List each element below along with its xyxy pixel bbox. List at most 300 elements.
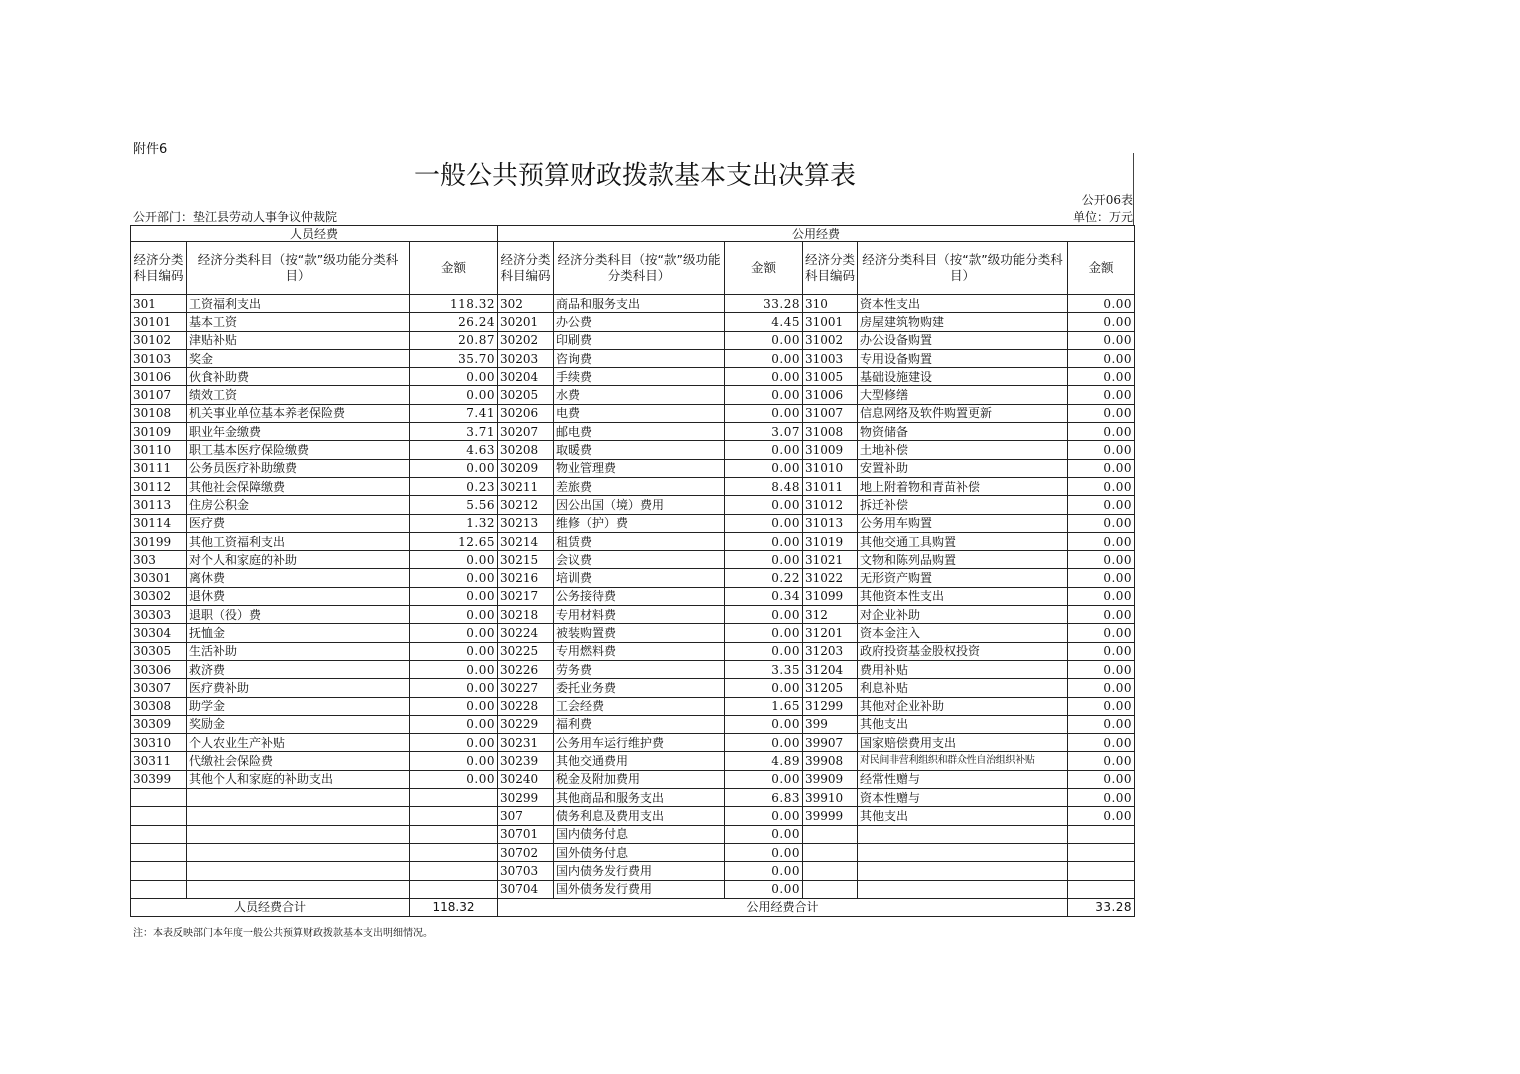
amount-cell: 0.00	[410, 624, 498, 642]
amount-cell: 0.00	[725, 349, 803, 367]
code-cell: 30302	[131, 587, 187, 605]
code-cell: 31204	[803, 660, 858, 678]
code-cell: 30211	[498, 477, 554, 495]
table-row	[131, 880, 1135, 898]
code-cell: 30307	[131, 679, 187, 697]
personnel-total-label: 人员经费合计	[131, 898, 410, 916]
attachment-label: 附件6	[133, 142, 168, 157]
name-cell: 对民间非营利组织和群众性自治组织补贴	[858, 752, 1068, 770]
code-cell: 30108	[131, 404, 187, 422]
name-cell: 职业年金缴费	[187, 423, 410, 441]
amount-cell: 0.00	[410, 368, 498, 386]
code-cell: 30106	[131, 368, 187, 386]
amount-cell: 0.00	[410, 770, 498, 788]
name-cell: 文物和陈列品购置	[858, 551, 1068, 569]
amount-cell	[1068, 825, 1135, 843]
amount-cell: 0.00	[725, 734, 803, 752]
header-name: 经济分类科目（按“款”级功能分类科目）	[187, 242, 410, 295]
name-cell: 税金及附加费用	[554, 770, 725, 788]
amount-cell: 12.65	[410, 532, 498, 550]
table-row	[131, 423, 1135, 441]
amount-cell: 0.00	[1068, 295, 1135, 313]
code-cell: 30107	[131, 386, 187, 404]
amount-cell: 0.00	[1068, 770, 1135, 788]
code-cell: 30111	[131, 459, 187, 477]
table-row	[131, 807, 1135, 825]
name-cell: 生活补助	[187, 642, 410, 660]
amount-cell: 4.89	[725, 752, 803, 770]
amount-cell: 20.87	[410, 331, 498, 349]
amount-cell: 0.00	[1068, 569, 1135, 587]
code-cell: 30304	[131, 624, 187, 642]
code-cell: 30201	[498, 313, 554, 331]
amount-cell: 0.00	[1068, 423, 1135, 441]
header-code: 经济分类科目编码	[131, 242, 187, 295]
border-line	[1133, 153, 1134, 225]
name-cell: 奖励金	[187, 715, 410, 733]
code-cell: 39910	[803, 789, 858, 807]
amount-cell: 26.24	[410, 313, 498, 331]
amount-cell: 0.00	[410, 642, 498, 660]
code-cell: 30208	[498, 441, 554, 459]
code-cell	[803, 880, 858, 898]
name-cell: 代缴社会保险费	[187, 752, 410, 770]
code-cell: 30301	[131, 569, 187, 587]
amount-cell: 0.00	[1068, 441, 1135, 459]
table-row	[131, 514, 1135, 532]
code-cell: 30303	[131, 606, 187, 624]
table-row	[131, 660, 1135, 678]
amount-cell: 0.00	[410, 660, 498, 678]
amount-cell: 0.00	[725, 606, 803, 624]
amount-cell: 0.23	[410, 477, 498, 495]
code-cell: 310	[803, 295, 858, 313]
amount-cell: 0.00	[1068, 459, 1135, 477]
name-cell: 基础设施建设	[858, 368, 1068, 386]
code-cell: 31009	[803, 441, 858, 459]
name-cell: 福利费	[554, 715, 725, 733]
code-cell: 39907	[803, 734, 858, 752]
amount-cell: 33.28	[725, 295, 803, 313]
code-cell: 30306	[131, 660, 187, 678]
code-cell: 31010	[803, 459, 858, 477]
public-total-amount: 33.28	[1068, 898, 1135, 916]
table-row	[131, 606, 1135, 624]
name-cell: 抚恤金	[187, 624, 410, 642]
name-cell: 其他个人和家庭的补助支出	[187, 770, 410, 788]
amount-cell: 0.00	[410, 569, 498, 587]
name-cell: 其他支出	[858, 807, 1068, 825]
name-cell: 地上附着物和青苗补偿	[858, 477, 1068, 495]
name-cell: 差旅费	[554, 477, 725, 495]
name-cell: 退休费	[187, 587, 410, 605]
table-row	[131, 551, 1135, 569]
amount-cell: 0.00	[1068, 697, 1135, 715]
name-cell: 商品和服务支出	[554, 295, 725, 313]
name-cell	[187, 862, 410, 880]
name-cell: 伙食补助费	[187, 368, 410, 386]
name-cell: 其他对企业补助	[858, 697, 1068, 715]
code-cell: 30113	[131, 496, 187, 514]
amount-cell: 0.00	[725, 331, 803, 349]
amount-cell: 0.00	[725, 368, 803, 386]
department-label: 公开部门：垫江县劳动人事争议仲裁院	[133, 210, 338, 224]
code-cell: 31205	[803, 679, 858, 697]
table-row	[131, 569, 1135, 587]
name-cell: 国家赔偿费用支出	[858, 734, 1068, 752]
table-row	[131, 843, 1135, 861]
name-cell: 咨询费	[554, 349, 725, 367]
table-row	[131, 459, 1135, 477]
code-cell: 30224	[498, 624, 554, 642]
expenditure-table	[130, 225, 1135, 917]
table-row	[131, 789, 1135, 807]
name-cell	[187, 880, 410, 898]
name-cell: 维修（护）费	[554, 514, 725, 532]
code-cell: 30114	[131, 514, 187, 532]
group-header-row	[131, 226, 1135, 242]
amount-cell: 0.00	[725, 514, 803, 532]
code-cell: 30102	[131, 331, 187, 349]
code-cell: 30212	[498, 496, 554, 514]
code-cell	[803, 843, 858, 861]
table-row	[131, 496, 1135, 514]
code-cell: 30229	[498, 715, 554, 733]
name-cell: 对个人和家庭的补助	[187, 551, 410, 569]
name-cell: 医疗费补助	[187, 679, 410, 697]
code-cell	[131, 843, 187, 861]
amount-cell: 1.65	[725, 697, 803, 715]
code-cell: 30206	[498, 404, 554, 422]
amount-cell	[1068, 862, 1135, 880]
name-cell: 费用补贴	[858, 660, 1068, 678]
amount-cell: 0.00	[1068, 368, 1135, 386]
amount-cell: 0.00	[1068, 404, 1135, 422]
name-cell: 基本工资	[187, 313, 410, 331]
name-cell: 专用材料费	[554, 606, 725, 624]
code-cell: 31007	[803, 404, 858, 422]
code-cell	[131, 789, 187, 807]
table-row	[131, 441, 1135, 459]
code-cell: 31201	[803, 624, 858, 642]
code-cell: 31203	[803, 642, 858, 660]
amount-cell: 0.00	[1068, 715, 1135, 733]
code-cell: 30216	[498, 569, 554, 587]
amount-cell: 0.00	[1068, 789, 1135, 807]
name-cell: 工资福利支出	[187, 295, 410, 313]
amount-cell: 5.56	[410, 496, 498, 514]
code-cell: 30217	[498, 587, 554, 605]
amount-cell: 0.00	[1068, 606, 1135, 624]
code-cell: 31006	[803, 386, 858, 404]
name-cell: 津贴补贴	[187, 331, 410, 349]
code-cell: 31011	[803, 477, 858, 495]
header-code: 经济分类科目编码	[803, 242, 858, 295]
amount-cell: 0.00	[725, 532, 803, 550]
amount-cell: 0.00	[1068, 551, 1135, 569]
code-cell: 31019	[803, 532, 858, 550]
name-cell: 国外债务付息	[554, 843, 725, 861]
name-cell: 救济费	[187, 660, 410, 678]
amount-cell: 0.00	[725, 624, 803, 642]
name-cell: 退职（役）费	[187, 606, 410, 624]
code-cell: 31005	[803, 368, 858, 386]
code-cell: 30226	[498, 660, 554, 678]
name-cell: 其他交通费用	[554, 752, 725, 770]
table-row	[131, 331, 1135, 349]
name-cell: 物业管理费	[554, 459, 725, 477]
name-cell: 拆迁补偿	[858, 496, 1068, 514]
amount-cell: 0.00	[1068, 532, 1135, 550]
amount-cell: 0.00	[1068, 624, 1135, 642]
amount-cell	[410, 843, 498, 861]
name-cell: 国内债务发行费用	[554, 862, 725, 880]
code-cell	[131, 807, 187, 825]
code-cell	[131, 825, 187, 843]
amount-cell: 0.00	[1068, 807, 1135, 825]
amount-cell: 0.00	[725, 551, 803, 569]
table-row	[131, 825, 1135, 843]
code-cell: 30305	[131, 642, 187, 660]
amount-cell: 118.32	[410, 295, 498, 313]
code-cell: 31001	[803, 313, 858, 331]
code-cell: 301	[131, 295, 187, 313]
code-cell: 312	[803, 606, 858, 624]
footnote: 注：本表反映部门本年度一般公共预算财政拨款基本支出明细情况。	[133, 928, 433, 939]
name-cell: 专用设备购置	[858, 349, 1068, 367]
amount-cell: 0.00	[1068, 386, 1135, 404]
name-cell: 信息网络及软件购置更新	[858, 404, 1068, 422]
code-cell: 30218	[498, 606, 554, 624]
amount-cell: 0.00	[410, 459, 498, 477]
code-cell: 30309	[131, 715, 187, 733]
code-cell	[131, 862, 187, 880]
amount-cell: 4.45	[725, 313, 803, 331]
amount-cell: 0.00	[1068, 313, 1135, 331]
code-cell: 307	[498, 807, 554, 825]
amount-cell: 4.63	[410, 441, 498, 459]
name-cell: 公务员医疗补助缴费	[187, 459, 410, 477]
table-row	[131, 386, 1135, 404]
group-public: 公用经费	[498, 226, 1135, 242]
amount-cell: 3.35	[725, 660, 803, 678]
name-cell: 委托业务费	[554, 679, 725, 697]
code-cell: 30213	[498, 514, 554, 532]
code-cell: 30207	[498, 423, 554, 441]
amount-cell: 0.00	[410, 734, 498, 752]
code-cell: 31299	[803, 697, 858, 715]
name-cell: 其他商品和服务支出	[554, 789, 725, 807]
public-total-label: 公用经费合计	[498, 898, 1068, 916]
amount-cell: 0.00	[725, 679, 803, 697]
amount-cell: 0.00	[725, 441, 803, 459]
table-row	[131, 862, 1135, 880]
table-number: 公开06表	[1081, 193, 1133, 207]
table-row	[131, 404, 1135, 422]
name-cell: 其他工资福利支出	[187, 532, 410, 550]
code-cell: 31012	[803, 496, 858, 514]
name-cell: 其他支出	[858, 715, 1068, 733]
name-cell: 利息补贴	[858, 679, 1068, 697]
amount-cell: 0.00	[1068, 587, 1135, 605]
name-cell: 专用燃料费	[554, 642, 725, 660]
name-cell: 政府投资基金股权投资	[858, 642, 1068, 660]
amount-cell: 0.00	[1068, 514, 1135, 532]
amount-cell: 0.00	[410, 697, 498, 715]
amount-cell: 0.00	[725, 386, 803, 404]
amount-cell: 0.00	[410, 715, 498, 733]
amount-cell: 0.00	[725, 404, 803, 422]
amount-cell	[410, 789, 498, 807]
amount-cell: 0.00	[725, 807, 803, 825]
table-row	[131, 368, 1135, 386]
page-title: 一般公共预算财政拨款基本支出决算表	[413, 161, 856, 191]
amount-cell: 0.00	[1068, 660, 1135, 678]
amount-cell	[410, 880, 498, 898]
table-row	[131, 715, 1135, 733]
name-cell	[858, 843, 1068, 861]
amount-cell: 0.00	[725, 843, 803, 861]
code-cell: 302	[498, 295, 554, 313]
code-cell: 30225	[498, 642, 554, 660]
amount-cell: 0.00	[1068, 679, 1135, 697]
name-cell	[858, 825, 1068, 843]
table-row	[131, 587, 1135, 605]
amount-cell: 0.00	[410, 606, 498, 624]
header-name: 经济分类科目（按“款”级功能分类科目）	[858, 242, 1068, 295]
code-cell: 30702	[498, 843, 554, 861]
amount-cell: 0.34	[725, 587, 803, 605]
name-cell: 机关事业单位基本养老保险费	[187, 404, 410, 422]
name-cell: 国内债务付息	[554, 825, 725, 843]
name-cell: 绩效工资	[187, 386, 410, 404]
amount-cell: 0.00	[725, 642, 803, 660]
code-cell: 30103	[131, 349, 187, 367]
name-cell: 资本性支出	[858, 295, 1068, 313]
code-cell: 30202	[498, 331, 554, 349]
amount-cell: 0.00	[1068, 496, 1135, 514]
code-cell: 30112	[131, 477, 187, 495]
name-cell	[187, 789, 410, 807]
name-cell: 其他交通工具购置	[858, 532, 1068, 550]
name-cell: 医疗费	[187, 514, 410, 532]
code-cell: 30399	[131, 770, 187, 788]
code-cell: 39908	[803, 752, 858, 770]
name-cell	[858, 862, 1068, 880]
name-cell	[187, 825, 410, 843]
amount-cell: 0.00	[410, 587, 498, 605]
amount-cell: 0.00	[725, 715, 803, 733]
header-amount: 金额	[410, 242, 498, 295]
name-cell: 安置补助	[858, 459, 1068, 477]
name-cell: 助学金	[187, 697, 410, 715]
name-cell: 办公设备购置	[858, 331, 1068, 349]
name-cell: 培训费	[554, 569, 725, 587]
name-cell: 水费	[554, 386, 725, 404]
name-cell: 国外债务发行费用	[554, 880, 725, 898]
name-cell: 电费	[554, 404, 725, 422]
code-cell: 30231	[498, 734, 554, 752]
table-row	[131, 642, 1135, 660]
code-cell: 399	[803, 715, 858, 733]
code-cell	[131, 880, 187, 898]
table-row	[131, 477, 1135, 495]
name-cell: 手续费	[554, 368, 725, 386]
code-cell: 30209	[498, 459, 554, 477]
amount-cell: 0.00	[410, 551, 498, 569]
name-cell: 大型修缮	[858, 386, 1068, 404]
table-row	[131, 624, 1135, 642]
name-cell: 其他资本性支出	[858, 587, 1068, 605]
name-cell: 公务接待费	[554, 587, 725, 605]
name-cell: 对企业补助	[858, 606, 1068, 624]
code-cell: 30240	[498, 770, 554, 788]
code-cell: 39999	[803, 807, 858, 825]
name-cell: 印刷费	[554, 331, 725, 349]
code-cell: 30703	[498, 862, 554, 880]
code-cell: 30310	[131, 734, 187, 752]
amount-cell: 0.00	[410, 752, 498, 770]
amount-cell: 0.00	[725, 825, 803, 843]
name-cell: 会议费	[554, 551, 725, 569]
header-name: 经济分类科目（按“款”级功能分类科目）	[554, 242, 725, 295]
amount-cell: 0.22	[725, 569, 803, 587]
amount-cell: 3.71	[410, 423, 498, 441]
name-cell: 无形资产购置	[858, 569, 1068, 587]
code-cell	[803, 862, 858, 880]
unit-label: 单位：万元	[1072, 210, 1133, 224]
amount-cell: 35.70	[410, 349, 498, 367]
header-code: 经济分类科目编码	[498, 242, 554, 295]
amount-cell: 0.00	[725, 880, 803, 898]
code-cell: 31008	[803, 423, 858, 441]
code-cell: 31021	[803, 551, 858, 569]
name-cell: 邮电费	[554, 423, 725, 441]
amount-cell	[1068, 843, 1135, 861]
name-cell: 工会经费	[554, 697, 725, 715]
code-cell: 31099	[803, 587, 858, 605]
name-cell: 租赁费	[554, 532, 725, 550]
code-cell: 30228	[498, 697, 554, 715]
amount-cell: 7.41	[410, 404, 498, 422]
code-cell: 31002	[803, 331, 858, 349]
name-cell: 公务用车购置	[858, 514, 1068, 532]
table-row	[131, 697, 1135, 715]
table-row	[131, 532, 1135, 550]
column-header-row	[131, 242, 1135, 295]
code-cell: 30704	[498, 880, 554, 898]
code-cell: 30205	[498, 386, 554, 404]
amount-cell	[410, 825, 498, 843]
code-cell: 303	[131, 551, 187, 569]
amount-cell: 0.00	[1068, 331, 1135, 349]
code-cell: 31022	[803, 569, 858, 587]
name-cell: 劳务费	[554, 660, 725, 678]
amount-cell: 0.00	[1068, 477, 1135, 495]
amount-cell: 8.48	[725, 477, 803, 495]
amount-cell: 3.07	[725, 423, 803, 441]
personnel-total-amount: 118.32	[410, 898, 498, 916]
name-cell: 债务利息及费用支出	[554, 807, 725, 825]
name-cell: 经常性赠与	[858, 770, 1068, 788]
name-cell: 公务用车运行维护费	[554, 734, 725, 752]
amount-cell: 0.00	[410, 679, 498, 697]
table-row	[131, 679, 1135, 697]
amount-cell: 0.00	[1068, 734, 1135, 752]
name-cell: 职工基本医疗保险缴费	[187, 441, 410, 459]
name-cell: 物资储备	[858, 423, 1068, 441]
code-cell: 31013	[803, 514, 858, 532]
